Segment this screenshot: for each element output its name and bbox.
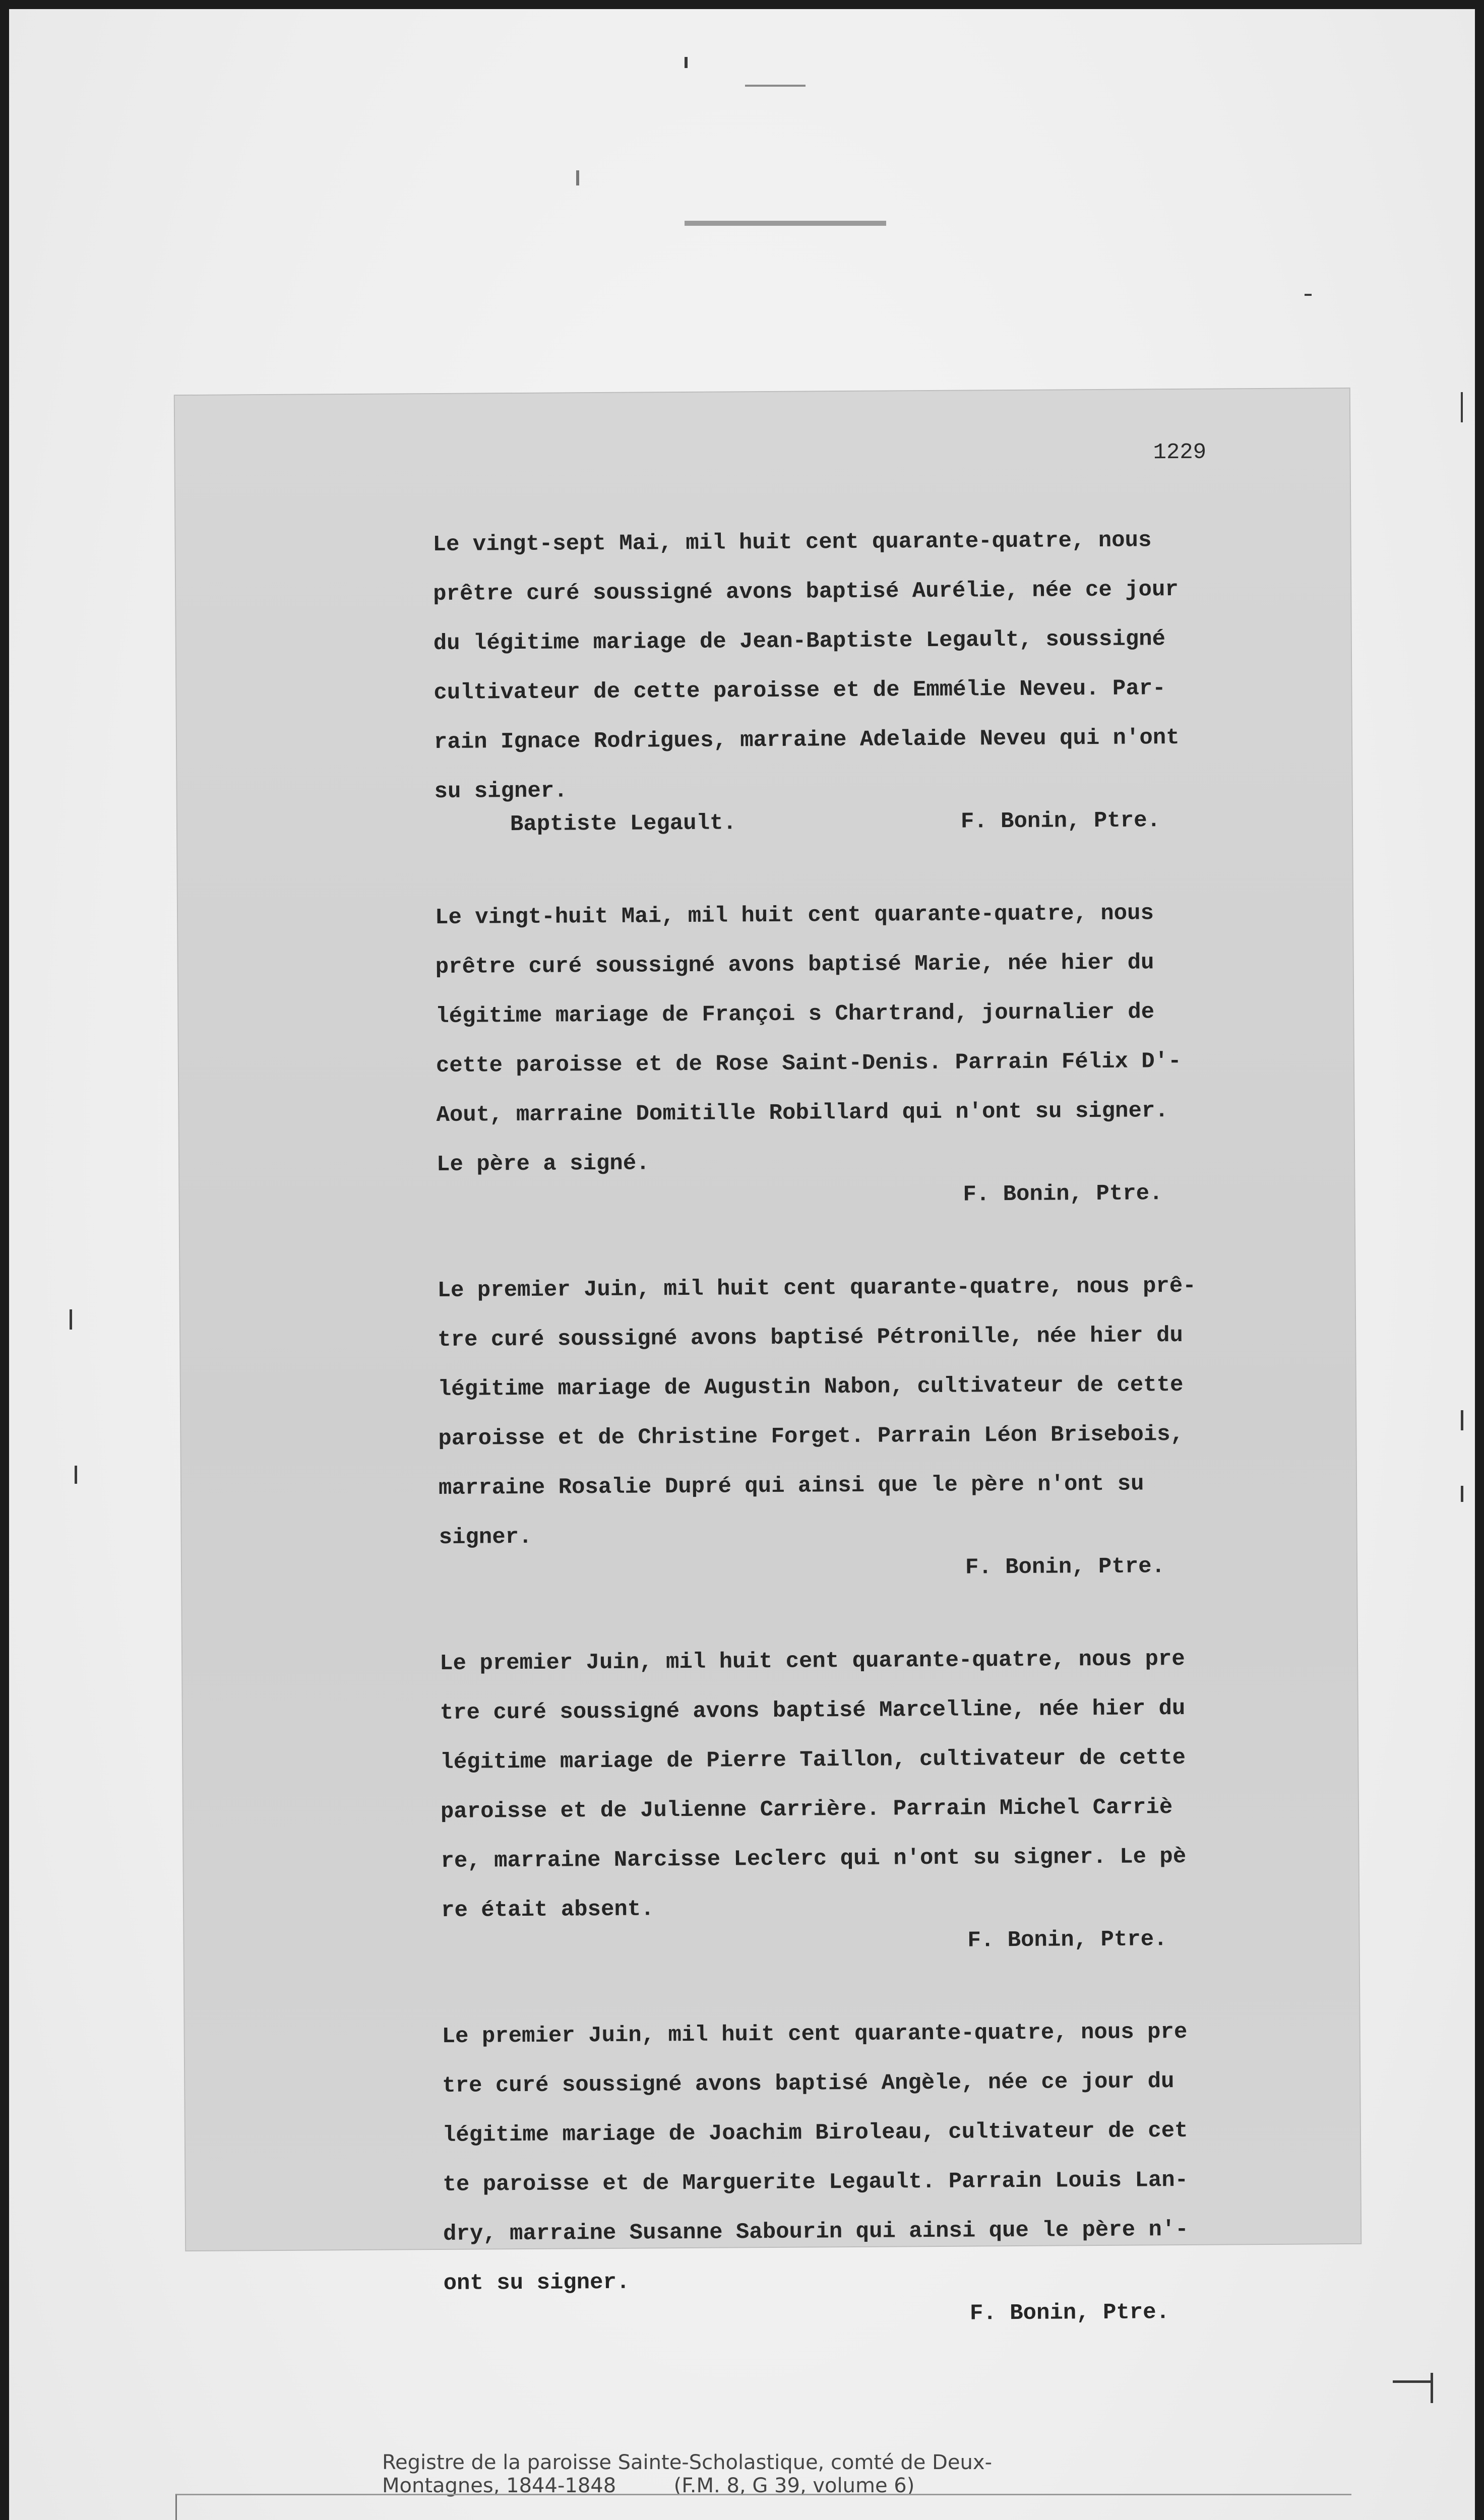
entry-line: prêtre curé soussigné avons baptisé Aurélie, née ce jour [433, 577, 1179, 607]
page-number: 1229 [1153, 439, 1207, 466]
baptism-entries [432, 515, 1311, 2385]
entry-line: signer. [439, 1524, 532, 1550]
film-scratch-mark [685, 57, 688, 68]
entry-line: Le premier Juin, mil huit cent quarante-quatre, nous pre [442, 2019, 1188, 2049]
baptism-entry [437, 1261, 1306, 1583]
film-scratch-mark [1461, 1410, 1463, 1430]
entry-line: tre curé soussigné avons baptisé Marcelline, née hier du [440, 1695, 1186, 1726]
caption-line: Registre de la paroisse Sainte-Scholastique, comté de Deux- [382, 2451, 992, 2474]
entry-line: paroisse et de Julienne Carrière. Parrain Michel Carriè [440, 1795, 1173, 1824]
register-page [175, 389, 1361, 2326]
entry-line: re était absent. [441, 1897, 654, 1923]
signature-right: F. Bonin, Ptre. [969, 2300, 1170, 2326]
archive-caption [382, 2451, 992, 2497]
signature-left [441, 1931, 517, 1957]
signature-right: F. Bonin, Ptre. [963, 1181, 1163, 1208]
entry-line: cultivateur de cette paroisse et de Emmélie Neveu. Par- [434, 676, 1166, 706]
entry-line: Le premier Juin, mil huit cent quarante-quatre, nous pre [440, 1646, 1185, 1676]
signature-right: F. Bonin, Ptre. [960, 808, 1161, 835]
entry-line: du légitime mariage de Jean-Baptiste Legault, soussigné [433, 626, 1166, 657]
entry-line: cette paroisse et de Rose Saint-Denis. Parrain Félix D'- [436, 1048, 1182, 1079]
stamp-frame [175, 2494, 1351, 2520]
entry-line: marraine Rosalie Dupré qui ainsi que le père n'ont su [438, 1471, 1144, 1501]
entry-line: te paroisse et de Marguerite Legault. Parrain Louis Lan- [443, 2167, 1189, 2197]
signature-row [439, 1553, 1306, 1584]
caption-line: Montagnes, 1844-1848 (F.M. 8, G 39, volume 6) [382, 2474, 915, 2497]
entry-line: prêtre curé soussigné avons baptisé Marie, née hier du [435, 950, 1154, 980]
signature-left [439, 1558, 515, 1584]
entry-line: légitime mariage de Pierre Taillon, cultivateur de cette [440, 1745, 1186, 1775]
film-scratch-mark [745, 85, 806, 87]
entry-line: légitime mariage de Françoi s Chartrand, journalier de [436, 999, 1155, 1030]
entry-line: Le père a signé. [436, 1151, 650, 1178]
signature-right: F. Bonin, Ptre. [965, 1554, 1165, 1581]
film-scratch-mark [1461, 1486, 1463, 1502]
film-scratch-mark [1431, 2373, 1433, 2403]
film-scratch-mark [1305, 294, 1312, 296]
film-scratch-mark [75, 1466, 77, 1484]
entry-line: re, marraine Narcisse Leclerc qui n'ont su signer. Le pè [441, 1844, 1187, 1874]
film-scratch-mark [685, 221, 886, 226]
entry-line: tre curé soussigné avons baptisé Angèle, née ce jour du [442, 2069, 1174, 2099]
baptism-entry [435, 888, 1304, 1211]
signature-row [435, 807, 1302, 838]
entry-line: dry, marraine Susanne Sabourin qui ainsi que le père n'- [443, 2217, 1189, 2247]
entry-line: paroisse et de Christine Forget. Parrain Léon Brisebois, [438, 1421, 1184, 1452]
film-scratch-mark [1393, 2380, 1433, 2383]
film-scratch-mark [1461, 392, 1463, 422]
baptism-entry [440, 1633, 1309, 1956]
entry-line: su signer. [434, 778, 568, 805]
signature-left [437, 1185, 512, 1211]
entry-line: légitime mariage de Joachim Biroleau, cultivateur de cet [442, 2118, 1188, 2148]
microfilm-frame [9, 9, 1475, 2520]
entry-line: tre curé soussigné avons baptisé Pétronille, née hier du [438, 1322, 1184, 1353]
film-scratch-mark [70, 1309, 72, 1330]
film-scratch-mark [576, 170, 579, 185]
entry-line: rain Ignace Rodrigues, marraine Adelaide Neveu qui n'ont [434, 725, 1180, 755]
entry-line: Aout, marraine Domitille Robillard qui n'ont su signer. [436, 1098, 1168, 1128]
entry-line: Le vingt-sept Mai, mil huit cent quarante-quatre, nous [432, 528, 1152, 558]
entry-line: ont su signer. [443, 2270, 630, 2296]
baptism-entry [442, 2006, 1311, 2329]
signature-left: Baptiste Legault. [510, 810, 737, 838]
signature-right: F. Bonin, Ptre. [967, 1927, 1167, 1954]
entry-line: légitime mariage de Augustin Nabon, cultivateur de cette [438, 1372, 1184, 1402]
entry-line: Le premier Juin, mil huit cent quarante-quatre, nous prê- [437, 1273, 1196, 1304]
baptism-entry [432, 515, 1302, 838]
entry-line: Le vingt-huit Mai, mil huit cent quarante-quatre, nous [435, 901, 1154, 931]
signature-left [444, 2304, 519, 2329]
